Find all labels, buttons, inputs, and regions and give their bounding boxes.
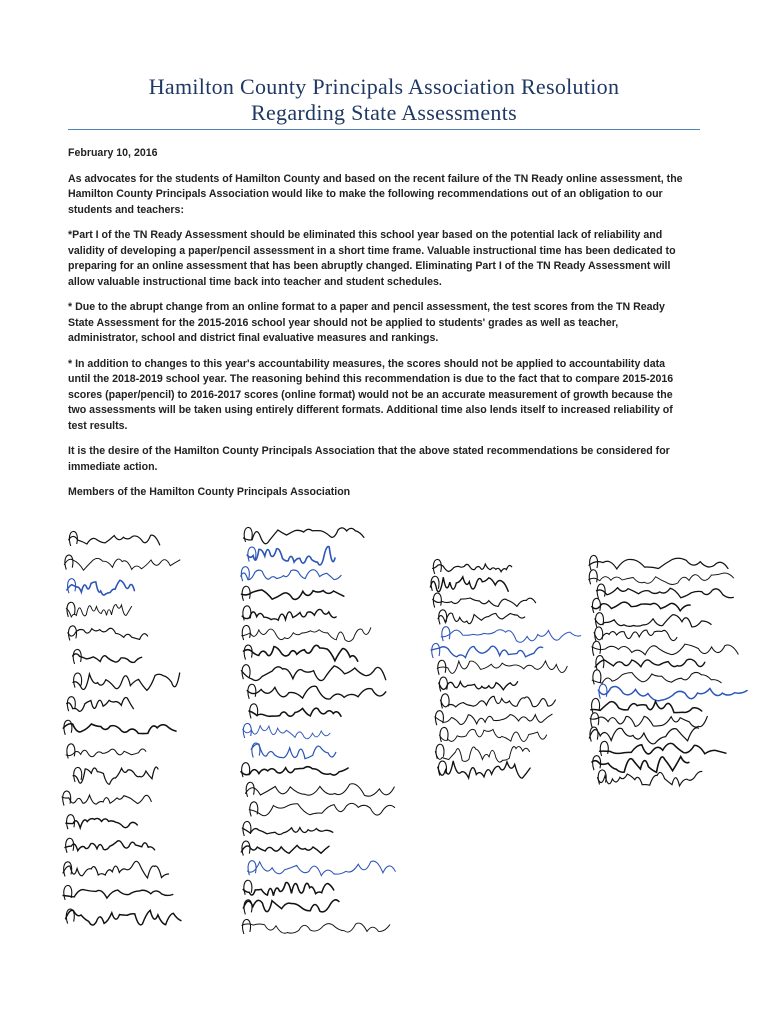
signature-stroke <box>241 845 329 853</box>
signature-stroke <box>242 609 336 620</box>
signature-stroke <box>438 613 525 624</box>
signature-stroke <box>246 784 395 796</box>
signature-flourish <box>436 744 444 759</box>
signature-column3-3 <box>438 610 525 625</box>
signature-flourish <box>243 723 251 738</box>
signature-stroke <box>243 882 334 895</box>
signature-stroke <box>441 630 581 643</box>
signature-column4-9 <box>598 684 747 701</box>
signature-stroke <box>592 757 689 773</box>
paragraph-part-one: *Part I of the TN Ready Assessment should be eliminated this school year based on the potential lack of reliability and validity of developing a paper/pencil assessment in a short time frame. Valuable instructional time has been dedicated to preparing for an online assessment that has been abruptly changed. Eliminating Part I of the TN Ready Assessment will allow valuable instructional time back into teacher and student schedules. <box>68 229 676 288</box>
signature-stroke <box>433 564 512 572</box>
signature-column2-15 <box>242 821 332 836</box>
signature-stroke <box>64 558 180 570</box>
signature-flourish <box>244 645 252 660</box>
signature-column4-7 <box>595 656 705 671</box>
title-divider <box>68 129 700 130</box>
signature-column2-19 <box>243 900 339 915</box>
signature-stroke <box>243 900 339 912</box>
signature-column3-4 <box>441 627 581 643</box>
signature-column2-20 <box>242 919 390 934</box>
signature-flourish <box>248 861 256 876</box>
signature-stroke <box>249 803 395 815</box>
signature-column2-18 <box>243 880 334 895</box>
signature-column4-10 <box>591 698 702 713</box>
signature-stroke <box>440 696 555 707</box>
signature-stroke <box>592 672 721 683</box>
signature-stroke <box>244 528 364 544</box>
signature-column3-10 <box>439 727 546 742</box>
signature-stroke <box>439 729 546 741</box>
signature-flourish <box>438 761 446 776</box>
signature-stroke <box>244 645 358 661</box>
signature-column2-8 <box>247 684 386 699</box>
signature-column2-3 <box>242 586 344 601</box>
signature-column2-9 <box>249 704 341 719</box>
signature-stroke <box>431 646 542 657</box>
signature-stroke <box>66 749 146 757</box>
signature-column4-4 <box>595 613 711 628</box>
signature-column1-11 <box>62 791 151 806</box>
signature-flourish <box>243 919 251 934</box>
signature-column1-7 <box>67 697 134 712</box>
signature-column4-3 <box>592 598 690 613</box>
signature-column3-0 <box>433 559 512 574</box>
signature-stroke <box>589 558 728 569</box>
signature-stroke <box>243 726 330 739</box>
signature-stroke <box>242 923 390 933</box>
signature-column1-3 <box>66 602 131 617</box>
signature-flourish <box>432 643 440 658</box>
signature-stroke <box>241 767 348 775</box>
signature-stroke <box>69 535 160 545</box>
signature-column1-2 <box>67 579 134 595</box>
signature-stroke <box>242 628 371 642</box>
signature-stroke <box>62 795 151 804</box>
signature-column2-14 <box>249 802 395 817</box>
signature-heading: Members of the Hamilton County Principals Association <box>68 486 351 498</box>
signature-stroke <box>247 686 386 699</box>
signature-flourish <box>591 713 599 728</box>
date-line: February 10, 2016 <box>68 147 158 159</box>
signature-column1-15 <box>63 885 173 900</box>
signature-flourish <box>595 613 603 628</box>
signature-column2-10 <box>243 723 330 738</box>
signature-flourish <box>442 627 450 642</box>
signature-stroke <box>591 701 702 712</box>
signature-flourish <box>592 598 600 613</box>
signature-stroke <box>589 573 734 584</box>
signature-column1-0 <box>69 531 160 546</box>
signature-stroke <box>241 570 341 580</box>
signature-column1-8 <box>63 720 176 735</box>
signature-column3-6 <box>437 660 567 675</box>
signature-column4-14 <box>592 756 689 773</box>
signature-stroke <box>247 861 395 876</box>
signature-column3-1 <box>430 576 508 591</box>
signature-column2-7 <box>241 665 385 681</box>
signature-column1-14 <box>63 861 169 878</box>
signature-stroke <box>73 673 180 690</box>
signature-column4-0 <box>589 555 728 570</box>
signature-column2-13 <box>246 782 395 797</box>
signature-column3-9 <box>435 711 552 726</box>
signature-column4-1 <box>589 570 734 585</box>
signature-block <box>40 518 760 938</box>
signature-stroke <box>242 590 344 600</box>
signature-stroke <box>598 771 702 785</box>
signature-column2-12 <box>241 763 348 778</box>
signature-stroke <box>66 910 181 925</box>
signature-column4-2 <box>597 584 734 599</box>
signature-column4-8 <box>592 670 721 685</box>
signature-column1-4 <box>68 626 148 641</box>
signature-column3-5 <box>431 643 542 658</box>
signature-stroke <box>439 682 518 690</box>
signature-column1-16 <box>66 909 181 925</box>
signature-stroke <box>68 628 148 639</box>
signature-stroke <box>437 661 567 673</box>
title-line-2: Regarding State Assessments <box>251 100 517 125</box>
signature-stroke <box>594 630 677 640</box>
signature-stroke <box>251 744 336 759</box>
signature-stroke <box>242 828 332 835</box>
signature-stroke <box>600 743 726 754</box>
signature-column1-6 <box>73 673 180 690</box>
signature-stroke <box>65 841 155 851</box>
signature-stroke <box>247 547 335 565</box>
signature-column1-13 <box>65 838 155 853</box>
signature-column3-8 <box>440 694 555 709</box>
signature-flourish <box>600 741 608 756</box>
signature-column1-9 <box>66 744 146 759</box>
signature-flourish <box>64 720 72 735</box>
signature-stroke <box>63 890 173 899</box>
signature-column2-6 <box>244 645 358 661</box>
signature-column4-13 <box>600 741 726 756</box>
signature-flourish <box>242 625 250 640</box>
signature-stroke <box>592 602 690 611</box>
signature-column2-0 <box>244 527 364 543</box>
paragraph-test-scores: * Due to the abrupt change from an online format to a paper and pencil assessment, the test scores from the TN Ready State Assessment for the 2015-2016 school year should not be applied to students' grades as well as teacher, administrator, school and district final evaluative measures and rankings. <box>68 301 665 344</box>
signature-stroke <box>595 615 711 627</box>
signature-stroke <box>433 598 536 606</box>
signature-column1-5 <box>73 649 142 664</box>
signature-stroke <box>430 577 508 592</box>
document-body <box>68 146 690 511</box>
document-title <box>0 74 768 126</box>
signature-column2-2 <box>241 567 341 582</box>
signature-flourish <box>246 782 254 797</box>
signature-flourish <box>592 698 600 713</box>
signature-stroke <box>241 666 385 681</box>
signature-column2-4 <box>242 606 336 621</box>
signature-stroke <box>67 580 134 595</box>
signature-stroke <box>597 588 734 598</box>
signature-column2-1 <box>247 547 335 565</box>
signature-flourish <box>250 802 258 817</box>
signature-stroke <box>67 697 134 711</box>
signature-column2-11 <box>251 743 336 759</box>
signature-stroke <box>598 687 747 701</box>
signature-flourish <box>589 570 597 585</box>
signature-column3-2 <box>433 593 536 608</box>
title-line-1: Hamilton County Principals Association Resolution <box>148 74 620 99</box>
signature-stroke <box>590 716 707 727</box>
signature-column3-11 <box>435 744 529 762</box>
paragraph-desire: It is the desire of the Hamilton County Principals Association that the above stated recommendations be considered for immediate action. <box>68 445 670 473</box>
signature-column1-1 <box>64 555 180 570</box>
signature-stroke <box>73 767 158 784</box>
signature-column2-16 <box>241 841 329 856</box>
signatures-drawing <box>40 518 760 938</box>
signature-stroke <box>592 644 738 655</box>
signature-flourish <box>64 885 72 900</box>
paragraph-intro: As advocates for the students of Hamilton County and based on the recent failure of the TN Ready online assessment, the Hamilton County Principals Association would like to make the following recommendations out of an obligation to our students and teachers: <box>68 172 683 216</box>
signature-flourish <box>433 559 441 574</box>
signature-stroke <box>438 761 530 778</box>
signature-stroke <box>66 605 131 617</box>
signature-stroke <box>63 724 176 734</box>
signature-column4-5 <box>594 627 677 642</box>
signature-column1-10 <box>73 767 158 784</box>
signature-column3-12 <box>438 761 530 778</box>
signature-column3-7 <box>439 677 518 692</box>
signature-column4-15 <box>598 770 702 786</box>
signature-column4-11 <box>590 713 707 728</box>
paragraph-accountability: * In addition to changes to this year's accountability measures, the scores should not be applied to accountability data until the 2018-2019 school year. The reasoning behind this recommendation is due to the fact that to compare 2015-2016 scores (paper/pencil) to 2016-2017 scores (online format) would not be an accurate measurement of growth because the two assessments will be taken using entirely different formats. Additional time also lends itself to increased reliability of test results. <box>68 357 674 432</box>
signature-column2-5 <box>242 625 371 641</box>
signature-stroke <box>63 861 169 878</box>
signature-stroke <box>435 714 552 724</box>
signature-stroke <box>249 708 341 716</box>
signature-stroke <box>73 654 142 663</box>
signature-column2-17 <box>247 861 395 876</box>
signature-column4-6 <box>592 641 738 656</box>
signature-flourish <box>67 744 75 759</box>
signature-stroke <box>595 659 705 667</box>
signature-stroke <box>435 746 529 762</box>
signature-stroke <box>66 818 137 827</box>
signature-column1-12 <box>66 815 137 830</box>
